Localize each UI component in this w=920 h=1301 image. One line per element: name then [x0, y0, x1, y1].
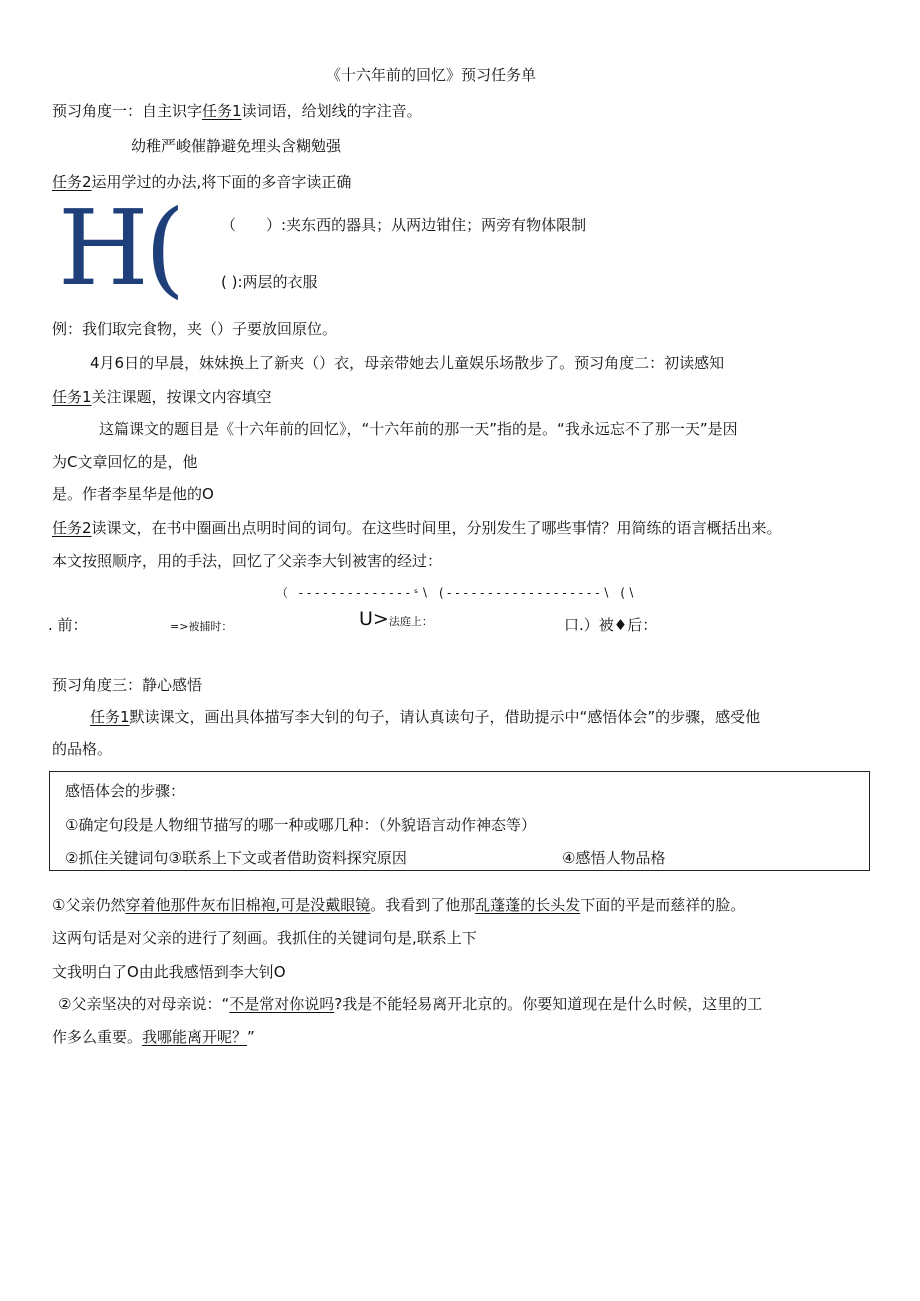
section-1-line	[52, 100, 422, 121]
meaning-text: :两层的衣服	[237, 273, 318, 291]
timeline-court	[359, 608, 433, 630]
word-list: 幼稚严峻催静避免埋头含糊勉强	[131, 137, 342, 155]
order-line: 本文按照顺序，用的手法，回忆了父亲李大钊被害的经过：	[52, 552, 443, 570]
task-tag: 任务2	[52, 173, 92, 191]
quote-text: 下面的平是而慈祥的脸。	[580, 896, 746, 914]
quote-2	[58, 993, 762, 1014]
step-2-3: ②抓住关键词句③联系上下文或者借助资料探究原因	[65, 849, 407, 867]
quote-text: ?我是不能轻易离开北京的。你要知道现在是什么时候，这里的工	[334, 995, 763, 1013]
pinyin-blank: （ ）	[221, 216, 282, 234]
timeline-arrest: =>被捕时：	[170, 620, 233, 633]
task-text: 默读课文，画出具体描写李大钊的句子，请认真读句子，借助提示中“感悟体会”的步骤，感受他	[129, 708, 761, 726]
steps-title: 感悟体会的步骤：	[65, 782, 186, 800]
meaning-text: :夹东西的器具；从两边钳住；两旁有物体限制	[281, 216, 587, 234]
task-text: 关注课题，按课文内容填空	[91, 388, 272, 406]
quote-text: ”	[247, 1028, 255, 1046]
quote-1-conclusion: 文我明白了O由此我感悟到李大钊O	[52, 963, 286, 981]
step-4: ④感悟人物品格	[562, 849, 666, 867]
underlined-phrase: 穿着他那件灰布旧棉袍,可是没戴眼镜	[125, 896, 371, 914]
fill-line-2: 为C文章回忆的是，他	[52, 453, 198, 471]
steps-box	[49, 771, 870, 871]
quote-text: 作多么重要。	[52, 1028, 143, 1046]
polyphone-character: H(	[58, 187, 182, 309]
page-title: 《十六年前的回忆》预习任务单	[326, 66, 537, 84]
example-line: 例：我们取完食物，夹（）子要放回原位。	[52, 320, 338, 338]
task-text: 读词语，给划线的字注音。	[241, 102, 422, 120]
quote-text: ①父亲仍然	[52, 896, 126, 914]
underlined-phrase: 我哪能离开呢？	[142, 1028, 248, 1046]
example-sentence: 4月6日的早晨，妹妹换上了新夹（）衣，母亲带她去儿童娱乐场散步了。预习角度二：初读感知	[90, 354, 725, 372]
quote-1	[52, 894, 745, 915]
task-tag: 任务1	[202, 102, 242, 120]
quote-1-analysis: 这两句话是对父亲的进行了刻画。我抓住的关键词句是,联系上下	[52, 929, 477, 947]
timeline-brackets: （ --------------ˢ∖ (-------------------∖ (∖	[276, 586, 636, 600]
section-2-task-1	[52, 386, 272, 407]
fill-line-3: 是。作者李星华是他的O	[52, 485, 214, 503]
fill-line-1: 这篇课文的题目是《十六年前的回忆》，“十六年前的那一天”指的是。“我永远忘不了那一天”是因	[99, 420, 738, 438]
section-1-label: 预习角度一：自主识字	[52, 102, 203, 120]
court-label: 法庭上：	[388, 615, 433, 628]
underlined-phrase: 乱蓬蓬的长头发	[475, 896, 581, 914]
section-2-task-2	[52, 517, 782, 538]
task-text-continued: 的品格。	[52, 740, 113, 758]
underlined-phrase: 不是常对你说吗	[229, 995, 335, 1013]
task-text: 运用学过的办法,将下面的多音字读正确	[91, 173, 352, 191]
section-3-label: 预习角度三：静心感悟	[52, 676, 203, 694]
step-1: ①确定句段是人物细节描写的哪一种或哪几种：（外貌语言动作神态等）	[65, 816, 536, 834]
task-tag: 任务1	[90, 708, 130, 726]
task-tag: 任务2	[52, 519, 92, 537]
pinyin-blank: ( )	[221, 273, 238, 291]
task-text: 读课文，在书中圈画出点明时间的词句。在这些时间里，分别发生了哪些事情？用简练的语言概括出来。	[91, 519, 782, 537]
timeline-after: 口.）被♦后：	[564, 616, 658, 634]
quote-text: 。我看到了他那	[370, 896, 476, 914]
timeline-before: . 前：	[48, 616, 88, 634]
task-tag: 任务1	[52, 388, 92, 406]
quote-text: ②父亲坚决的对母亲说：“	[58, 995, 230, 1013]
quote-2-continued	[52, 1026, 255, 1047]
court-marker: U>	[359, 608, 389, 630]
meaning-line-2	[221, 271, 318, 292]
section-3-task-1	[90, 706, 760, 727]
meaning-line-1	[221, 214, 586, 235]
